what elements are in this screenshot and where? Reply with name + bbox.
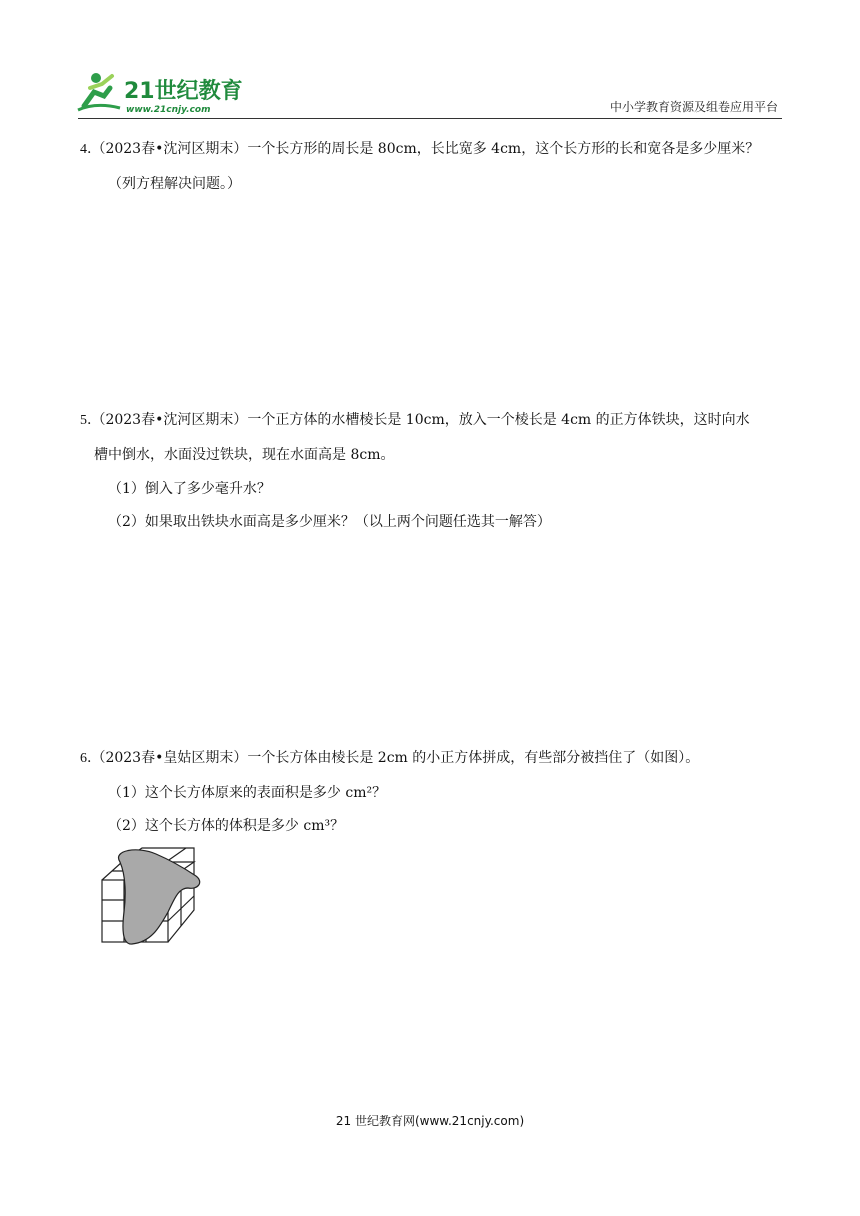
cover-blob <box>119 850 200 944</box>
question-source: （2023春•皇姑区期末） <box>91 750 248 766</box>
logo-text: 21世纪教育 <box>124 79 243 104</box>
sub-question-2: （2）如果取出铁块水面高是多少厘米？（以上两个问题任选其一解答） <box>108 514 551 530</box>
platform-label: 中小学教育资源及组卷应用平台 <box>609 100 778 114</box>
question-4: 4.（2023春•沈河区期末）一个长方形的周长是 80cm，长比宽多 4cm，这个长方形的长和宽各是多少厘米？ <box>80 141 760 157</box>
cuboid-figure <box>98 842 208 947</box>
sub-question-1: （1）这个长方体原来的表面积是多少 cm²？ <box>108 785 387 801</box>
logo-url: www.21cnjy.com <box>126 105 211 115</box>
question-text: 一个正方体的水槽棱长是 10cm，放入一个棱长是 4cm 的正方体铁块，这时向水 <box>247 412 750 428</box>
question-source: （2023春•沈河区期末） <box>91 412 248 428</box>
question-text-line: （列方程解决问题。） <box>108 176 241 192</box>
sub-question-1: （1）倒入了多少毫升水？ <box>108 481 271 497</box>
question-6: 6.（2023春•皇姑区期末）一个长方体由棱长是 2cm 的小正方体拼成，有些部分被挡住了（如图）。 <box>80 750 700 766</box>
question-number: 6 <box>80 751 87 766</box>
header-divider <box>78 118 782 119</box>
question-number: 4 <box>80 142 87 157</box>
question-text: 一个长方体由棱长是 2cm 的小正方体拼成，有些部分被挡住了（如图）。 <box>247 750 700 766</box>
site-logo <box>76 68 246 116</box>
runner-icon <box>78 73 120 110</box>
question-text-line: 槽中倒水，水面没过铁块，现在水面高是 8cm。 <box>94 447 395 463</box>
question-5: 5.（2023春•沈河区期末）一个正方体的水槽棱长是 10cm，放入一个棱长是 4cm 的正方体铁块，这时向水 <box>80 412 750 428</box>
footer-text: 21 世纪教育网(www.21cnjy.com) <box>335 1114 525 1128</box>
question-text: 一个长方形的周长是 80cm，长比宽多 4cm，这个长方形的长和宽各是多少厘米？ <box>247 141 760 157</box>
question-source: （2023春•沈河区期末） <box>91 141 248 157</box>
sub-question-2: （2）这个长方体的体积是多少 cm³？ <box>108 818 345 834</box>
question-number: 5 <box>80 413 87 428</box>
